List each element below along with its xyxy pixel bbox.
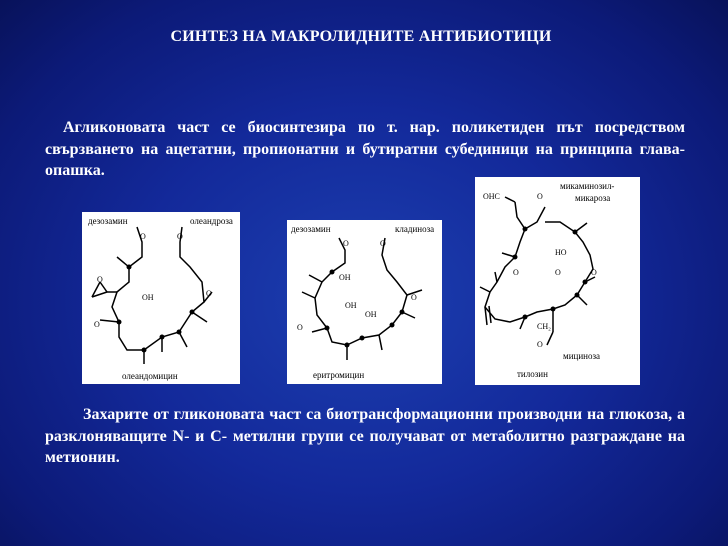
- paragraph-aglycone: Агликоновата част се биосинтезира по т. нар. поликетиден път посредством свързването на ацетатни, пропионатни и бутиратни субединици на принципа глава-опашка.: [45, 119, 685, 179]
- oleandomycin-atom-oh: OH: [142, 293, 154, 302]
- oleandomycin-sugar-right: олеандроза: [190, 216, 233, 226]
- erythromycin-atom-oh1: OH: [339, 273, 351, 282]
- slide-title: СИНТЕЗ НА МАКРОЛИДНИТЕ АНТИБИОТИЦИ: [170, 28, 552, 45]
- tylosin-atom-o-mid: O: [555, 268, 561, 277]
- tylosin-atom-o-bottom: O: [537, 340, 543, 349]
- tylosin-atom-ohc: OHC: [483, 192, 500, 201]
- tylosin-sugar-bottom: мициноза: [563, 351, 601, 361]
- erythromycin-name: еритромицин: [313, 370, 365, 380]
- tylosin-sugar-top-line1: микаминозил-: [560, 181, 615, 191]
- tylosin-atom-ch2: CH₂: [537, 322, 551, 331]
- oleandomycin-atom-keto-o: O: [206, 289, 212, 298]
- erythromycin-atom-o2: O: [380, 239, 386, 248]
- erythromycin-atom-oh2: OH: [345, 301, 357, 310]
- tylosin-name: тилозин: [517, 369, 548, 379]
- oleandomycin-structure-panel: [82, 212, 240, 384]
- erythromycin-atom-keto-o: O: [411, 293, 417, 302]
- tylosin-atom-o-left: O: [513, 268, 519, 277]
- erythromycin-atom-o1: O: [343, 239, 349, 248]
- erythromycin-structure-panel: [287, 220, 442, 384]
- erythromycin-atom-oh3: OH: [365, 310, 377, 319]
- erythromycin-sugar-right: кладиноза: [395, 224, 435, 234]
- tylosin-structure-panel: [475, 177, 640, 385]
- oleandomycin-atom-o1: O: [140, 232, 146, 241]
- oleandomycin-name: олеандомицин: [122, 371, 178, 381]
- tylosin-structure: [475, 177, 640, 385]
- tylosin-atom-o-right: O: [591, 268, 597, 277]
- oleandomycin-atom-o2: O: [177, 232, 183, 241]
- tylosin-atom-ho: HO: [555, 248, 567, 257]
- oleandomycin-structure: [82, 212, 240, 384]
- oleandomycin-atom-ring-o: O: [94, 320, 100, 329]
- oleandomycin-sugar-left: дезозамин: [88, 216, 128, 226]
- erythromycin-structure: [287, 220, 442, 384]
- paragraph-sugars: Захарите от гликоновата част са биотрансформационни производни на глюкоза, а разклоняващите N- и C- метилни групи се получават от метаболитно разграждане на метионин.: [45, 406, 685, 466]
- erythromycin-sugar-left: дезозамин: [291, 224, 331, 234]
- oleandomycin-atom-epoxide-o: O: [97, 275, 103, 284]
- tylosin-sugar-top-line2: микароза: [575, 193, 611, 203]
- erythromycin-atom-ring-o: O: [297, 323, 303, 332]
- tylosin-atom-o-top: O: [537, 192, 543, 201]
